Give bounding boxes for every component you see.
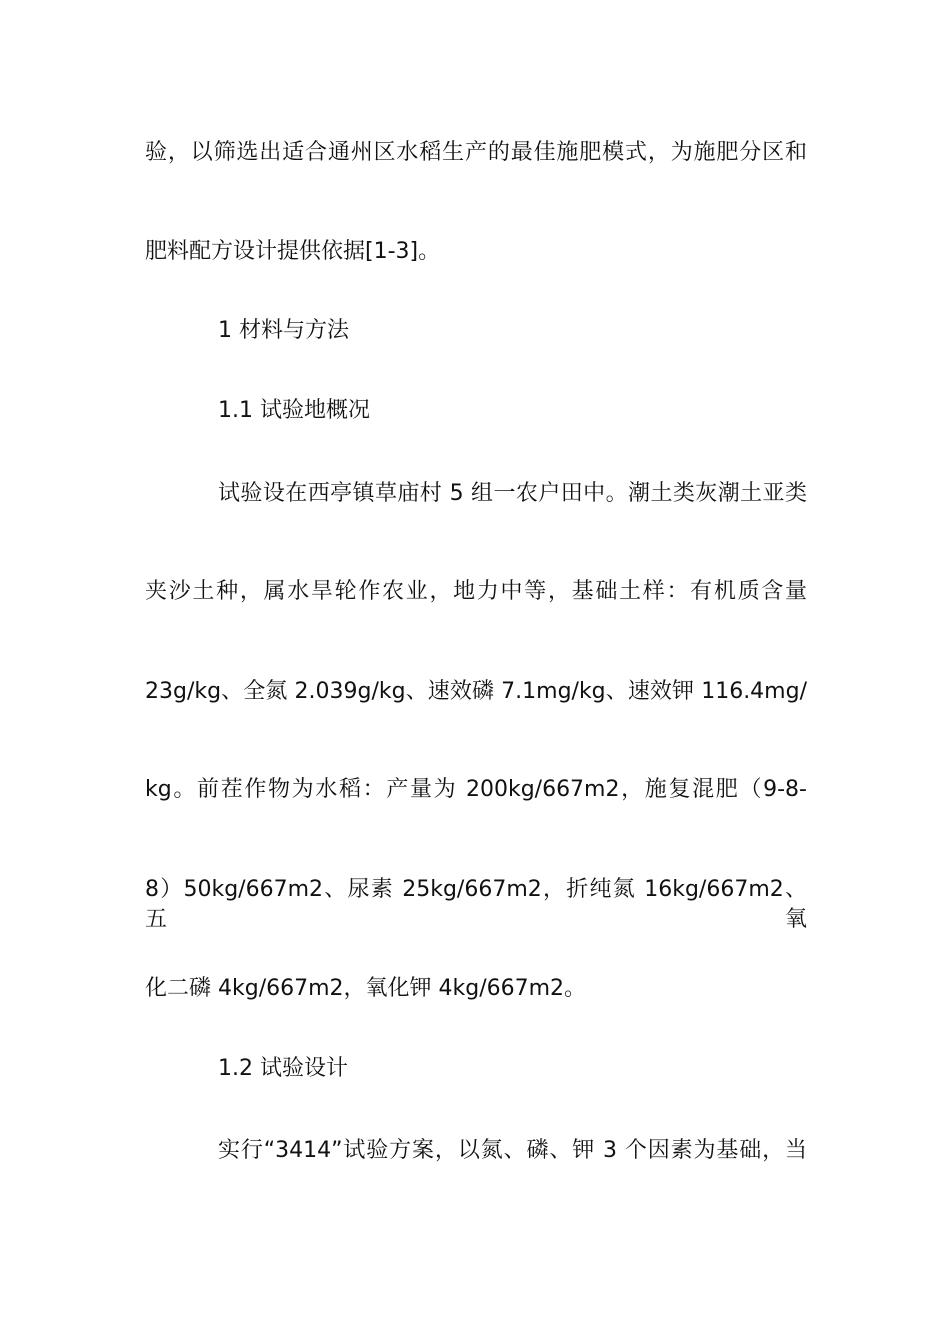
subsection-heading: 1.1 试验地概况 — [218, 398, 370, 423]
body-text-line: 实行“3414”试验方案，以氮、磷、钾 3 个因素为基础，当 — [218, 1138, 807, 1163]
body-text-line: kg。前茬作物为水稻：产量为 200kg/667m2，施复混肥（9-8- — [145, 777, 807, 802]
subsection-heading: 1.2 试验设计 — [218, 1056, 348, 1081]
body-text-line: 夹沙土种，属水旱轮作农业，地力中等，基础土样：有机质含量 — [145, 579, 807, 604]
body-text-line: 8）50kg/667m2、尿素 25kg/667m2，折纯氮 16kg/667m2、五氧 — [145, 877, 807, 932]
body-text-line: 23g/kg、全氮 2.039g/kg、速效磷 7.1mg/kg、速效钾 116.4mg/ — [145, 679, 807, 704]
body-text-line: 肥料配方设计提供依据[1-3]。 — [145, 239, 441, 264]
body-text-line: 验，以筛选出适合通州区水稻生产的最佳施肥模式，为施肥分区和 — [145, 140, 807, 165]
body-text-line: 试验设在西亭镇草庙村 5 组一农户田中。潮土类灰潮土亚类 — [218, 481, 807, 506]
section-heading: 1 材料与方法 — [218, 318, 349, 343]
body-text-line: 化二磷 4kg/667m2，氧化钾 4kg/667m2。 — [145, 976, 587, 1001]
